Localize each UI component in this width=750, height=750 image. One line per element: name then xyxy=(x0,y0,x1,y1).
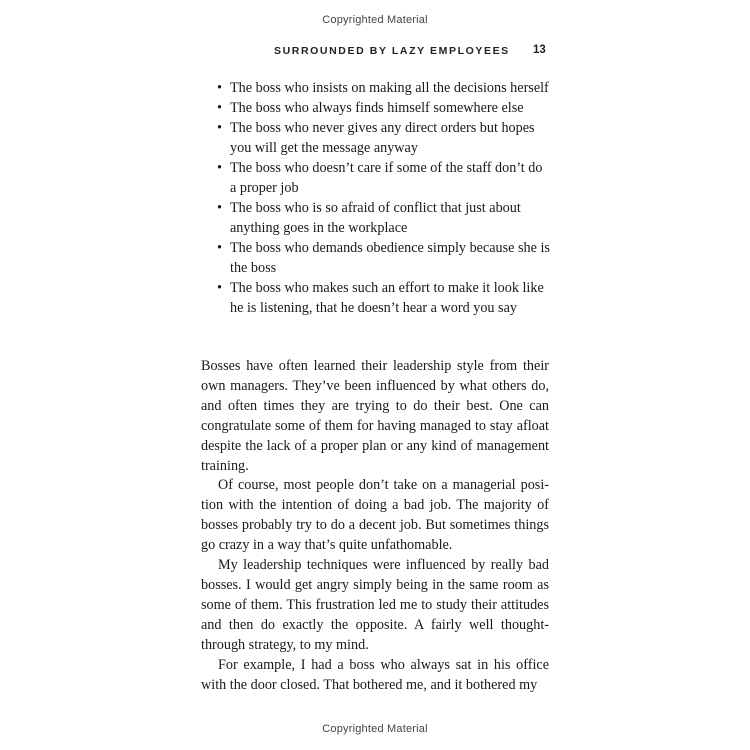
paragraph: Bosses have often learned their leadership style from their own managers. They’ve been influenced by what others do, and often times they are trying to do their best. One can congratulate some of them for having managed to stay afloat despite the lack of a proper plan or any kind of management training. xyxy=(201,358,549,474)
list-item-text: The boss who demands obedience simply because she is the boss xyxy=(230,240,550,276)
bullet-icon: • xyxy=(217,240,222,256)
list-item xyxy=(216,238,550,278)
bullet-icon: • xyxy=(217,280,222,296)
list-item xyxy=(216,118,550,158)
list-item-text: The boss who makes such an effort to make it look like he is listening, that he doesn’t hear a word you say xyxy=(230,280,544,316)
paragraph: My leadership techniques were influenced by really bad bosses. I would get angry simply being in the same room as some of them. This frustration led me to study their attitudes and then do exactly the opposite. A fairly well thought-through strategy, to my mind. xyxy=(201,557,549,653)
body-text xyxy=(201,357,549,695)
list-item-text: The boss who is so afraid of conflict that just about anything goes in the workplace xyxy=(230,200,521,236)
list-item-text: The boss who doesn’t care if some of the staff don’t do a proper job xyxy=(230,160,543,196)
bullet-icon: • xyxy=(217,80,222,96)
bullet-icon: • xyxy=(217,100,222,116)
list-item xyxy=(216,158,550,198)
bullet-icon: • xyxy=(217,160,222,176)
copyright-notice-bottom: Copyrighted Material xyxy=(322,723,428,735)
bullet-icon: • xyxy=(217,200,222,216)
list-item-text: The boss who never gives any direct orders but hopes you will get the message anyway xyxy=(230,120,535,156)
page-number: 13 xyxy=(533,44,546,56)
running-head-title: SURROUNDED BY LAZY EMPLOYEES xyxy=(274,45,510,57)
list-item-text: The boss who always finds himself somewhere else xyxy=(230,100,524,116)
copyright-notice-top: Copyrighted Material xyxy=(322,14,428,26)
list-item xyxy=(216,198,550,238)
list-item xyxy=(216,278,550,318)
list-item xyxy=(216,78,550,98)
bullet-icon: • xyxy=(217,120,222,136)
bullet-list xyxy=(216,78,550,318)
list-item xyxy=(216,98,550,118)
paragraph: Of course, most people don’t take on a managerial position with the intention of doing a bad job. The majority of bosses probably try to do a decent job. But sometimes things go crazy in a way that’s quite unfathomable. xyxy=(201,477,549,554)
paragraph: For example, I had a boss who always sat in his office with the door closed. That bothered me, and it bothered my xyxy=(201,656,549,693)
list-item-text: The boss who insists on making all the decisions herself xyxy=(230,80,549,96)
